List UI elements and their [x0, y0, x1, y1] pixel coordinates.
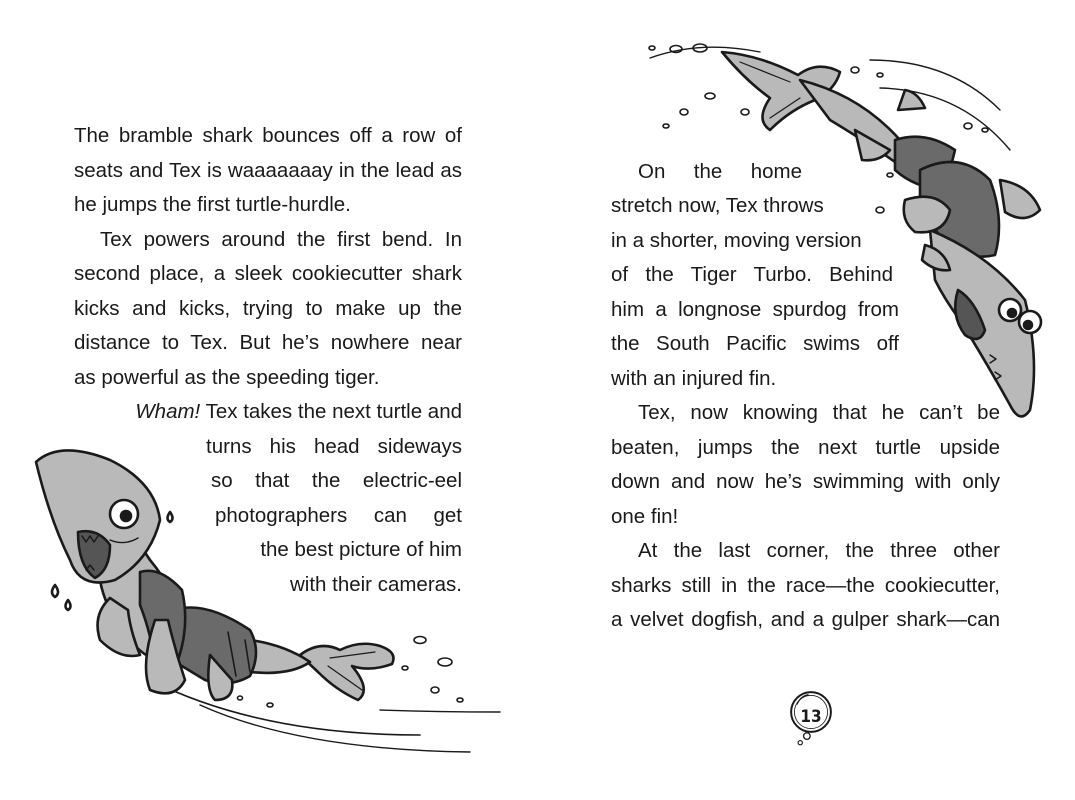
left-line-2: seats and Tex is waaaaaaay in the lead as: [74, 159, 462, 182]
right-line-14: a velvet dogfish, and a gulper shark—can: [611, 608, 1000, 631]
right-line-1: On the home: [638, 160, 802, 183]
left-line-14: with their cameras.: [289, 573, 462, 596]
left-line-13: the best picture of him: [260, 538, 462, 561]
left-line-1: The bramble shark bounces off a row of: [74, 124, 462, 147]
page-number: 13: [800, 707, 822, 727]
right-line-7: with an injured fin.: [611, 367, 777, 390]
left-line-6: kicks and kicks, trying to make up the: [74, 297, 462, 320]
left-line-11: so that the electric-eel: [211, 469, 462, 492]
left-line-8: as powerful as the speeding tiger.: [74, 366, 380, 389]
right-line-13: sharks still in the race—the cookiecutter,: [611, 574, 1000, 597]
right-line-10: down and now he’s swimming with only: [611, 470, 1000, 493]
left-line-12: photographers can get: [215, 504, 462, 527]
left-line-9-rest: Tex takes the next turtle and: [200, 400, 462, 423]
left-line-10: turns his head sideways: [206, 435, 462, 458]
right-line-6: the South Pacific swims off: [611, 332, 899, 355]
right-line-4: of the Tiger Turbo. Behind: [611, 263, 893, 286]
wham-emphasis: Wham!: [135, 400, 201, 423]
left-line-5: second place, a sleek cookiecutter shark: [74, 262, 462, 285]
right-line-8: Tex, now knowing that he can’t be: [638, 401, 1000, 424]
right-line-12: At the last corner, the three other: [638, 539, 1000, 562]
left-line-4: Tex powers around the first bend. In: [100, 228, 462, 251]
right-line-11: one fin!: [611, 505, 679, 528]
right-line-5: him a longnose spurdog from: [611, 298, 899, 321]
right-line-2: stretch now, Tex throws: [611, 194, 824, 217]
right-line-3: in a shorter, moving version: [611, 229, 862, 252]
left-line-3: he jumps the first turtle-hurdle.: [74, 193, 351, 216]
right-line-9: beaten, jumps the next turtle upside: [611, 436, 1000, 459]
left-line-7: distance to Tex. But he’s nowhere near: [74, 331, 462, 354]
